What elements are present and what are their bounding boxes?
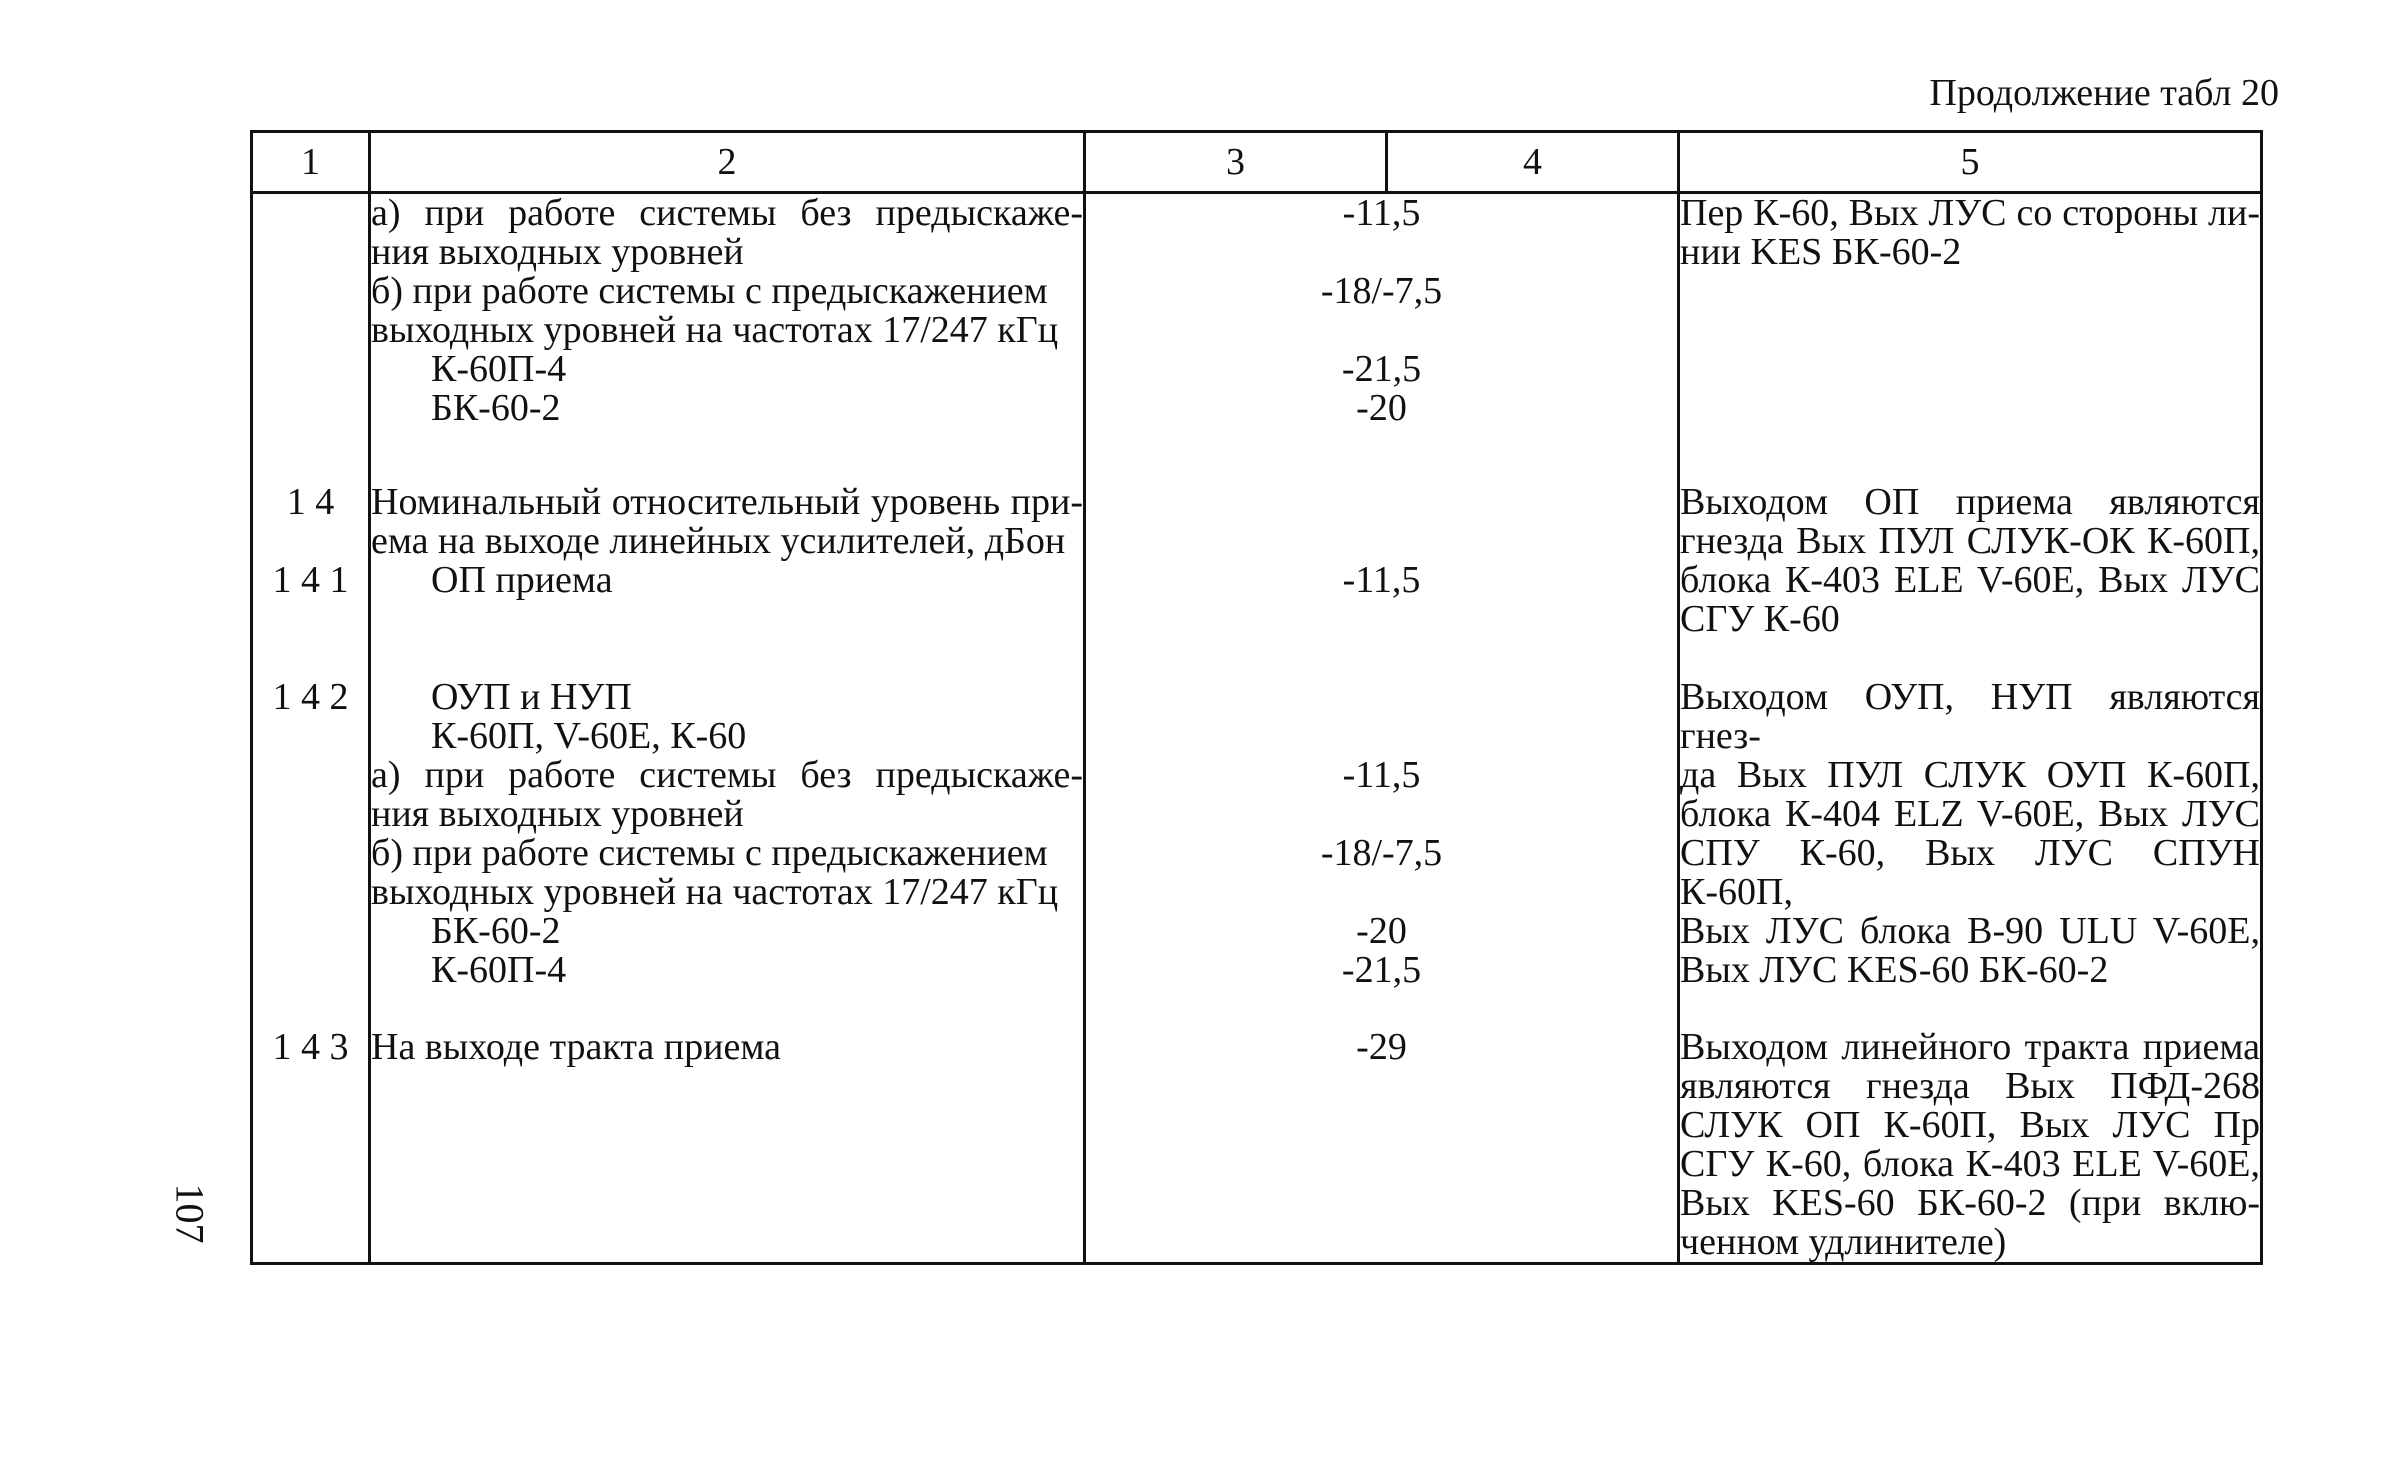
desc-line: б) при работе системы с предыскажением	[371, 270, 1048, 312]
value-line	[1086, 233, 1677, 272]
desc-line: Номинальный относительный уровень при-	[371, 480, 1083, 523]
header-col-2: 2	[370, 132, 1085, 193]
row-note-cell	[1679, 1025, 2262, 1264]
row-note-cell	[1679, 675, 2262, 1028]
desc-line: выходных уровней на частотах 17/247 кГц	[371, 870, 1059, 913]
value-line: -18/-7,5	[1320, 831, 1443, 874]
desc-line: К-60П, V-60E, К-60	[431, 714, 747, 757]
desc-line: ОУП и НУП	[431, 675, 632, 718]
desc-line: На выходе тракта приема	[371, 1025, 781, 1068]
value-line: -11,5	[1342, 192, 1421, 234]
table-header-row	[252, 132, 2262, 193]
table-row	[252, 678, 2262, 1028]
row-number-cell	[252, 675, 370, 1028]
value-line	[1086, 795, 1677, 834]
note-line: Выходом ОП приема являются	[1680, 480, 2260, 523]
row-value-cell	[1085, 193, 1679, 483]
desc-line: К-60П-4	[431, 948, 567, 991]
row-value-cell	[1085, 678, 1679, 1028]
desc-line: выходных уровней на частотах 17/247 кГц	[371, 309, 1059, 351]
desc-line: К-60П-4	[431, 348, 567, 390]
note-line: нии KES БК-60-2	[1680, 231, 1962, 273]
note-line: ченном удлинителе)	[1680, 1220, 2007, 1263]
table-row	[252, 193, 2262, 483]
value-line: -20	[1356, 387, 1407, 429]
desc-line: ОП приема	[431, 558, 613, 601]
row-number-cell	[252, 193, 370, 483]
value-line: -11,5	[1342, 558, 1421, 601]
row-description-cell	[370, 675, 1085, 1028]
value-line: -11,5	[1342, 753, 1421, 796]
row-note-cell	[1679, 480, 2262, 678]
desc-line: а) при работе системы без предыскаже-	[371, 753, 1083, 796]
header-col-5: 5	[1679, 132, 2262, 193]
note-line: Выходом линейного тракта приема	[1680, 1025, 2260, 1068]
note-line: СГУ К-60, блока К-403 ELE V-60E,	[1680, 1142, 2260, 1185]
row-description-cell	[370, 480, 1085, 678]
header-col-1: 1	[252, 132, 370, 193]
note-line: Выходом ОУП, НУП являются гнез-	[1680, 675, 2260, 757]
desc-line: БК-60-2	[431, 909, 561, 952]
desc-line: ема на выходе линейных усилителей, дБон	[371, 519, 1066, 562]
value-line: -20	[1356, 909, 1407, 952]
desc-line: а) при работе системы без предыскаже-	[371, 192, 1083, 234]
note-line: Вых ЛУС KES-60 БК-60-2	[1680, 948, 2109, 991]
row-value-cell	[1085, 483, 1679, 678]
page-number: 107	[167, 1183, 213, 1244]
row-number	[253, 522, 368, 561]
header-col-4: 4	[1387, 132, 1679, 193]
note-line: СГУ К-60	[1680, 597, 1840, 640]
row-description-cell	[370, 193, 1085, 483]
value-line: -21,5	[1341, 348, 1422, 390]
row-number: 1 4 3	[272, 1025, 349, 1068]
desc-line: ния выходных уровней	[371, 792, 744, 835]
note-line: Пер К-60, Вых ЛУС со стороны ли-	[1680, 192, 2260, 234]
value-line: -29	[1356, 1025, 1407, 1068]
row-note-cell	[1679, 193, 2262, 483]
note-line: СЛУК ОП К-60П, Вых ЛУС Пр	[1680, 1103, 2260, 1146]
note-line: да Вых ПУЛ СЛУК ОУП К-60П,	[1680, 753, 2260, 796]
row-number-cell	[252, 1025, 370, 1264]
note-line: СПУ К-60, Вых ЛУС СПУН К-60П,	[1680, 831, 2260, 913]
value-line: -18/-7,5	[1320, 270, 1443, 312]
desc-line: ния выходных уровней	[371, 231, 744, 273]
row-value-cell	[1085, 1025, 1679, 1264]
value-line	[1086, 678, 1677, 717]
value-line: -21,5	[1341, 948, 1422, 991]
note-line: гнезда Вых ПУЛ СЛУК-ОК К-60П,	[1680, 519, 2260, 562]
value-line	[1086, 311, 1677, 350]
desc-line: б) при работе системы с предыскажением	[371, 831, 1048, 874]
value-line	[1086, 522, 1677, 561]
value-line	[1086, 717, 1677, 756]
note-line: Вых ЛУС блока В-90 ULU V-60E,	[1680, 909, 2260, 952]
row-description-cell	[370, 1025, 1085, 1264]
note-line: блока К-403 ELE V-60E, Вых ЛУС	[1680, 558, 2260, 601]
note-line: блока К-404 ELZ V-60E, Вых ЛУС	[1680, 792, 2260, 835]
table-caption: Продолжение табл 20	[1929, 72, 2279, 114]
row-number: 1 4	[286, 480, 335, 523]
value-line	[1086, 483, 1677, 522]
row-number-cell	[252, 480, 370, 678]
note-line: Вых KES-60 БК-60-2 (при вклю-	[1680, 1181, 2260, 1224]
table-row	[252, 1028, 2262, 1264]
note-line: являются гнезда Вых ПФД-268	[1680, 1064, 2260, 1107]
data-table	[250, 130, 2263, 1265]
desc-line: БК-60-2	[431, 387, 561, 429]
table-row	[252, 483, 2262, 678]
row-number: 1 4 2	[272, 675, 349, 718]
value-line	[1086, 873, 1677, 912]
header-col-3: 3	[1085, 132, 1387, 193]
row-number: 1 4 1	[272, 558, 349, 601]
